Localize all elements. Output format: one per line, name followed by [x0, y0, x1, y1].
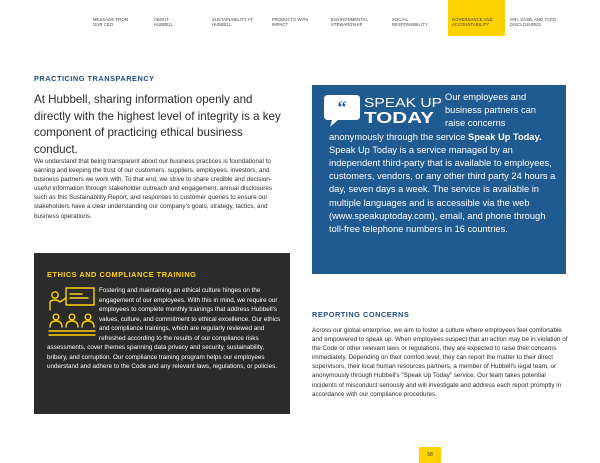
- reporting-heading: REPORTING CONCERNS: [312, 310, 410, 319]
- nav-item-disclosures[interactable]: GRI, SASB, AND TCFD DISCLOSURES: [510, 17, 556, 28]
- ethics-body: Fostering and maintaining an ethical culture hinges on the engagement of our employees. With this in mind, we require our employees to complete monthly trainings that address Hubbell's values, culture, and commitment to ethical excellence. Our ethics and compliance trainings, which are regularly reviewed and refreshed according to the results of our compliance risks assessments, cover themes spanning data privacy and security, sustainability, bribery, and corruption. Our compliance training program helps our employees understand and adhere to the Code and any relevant laws, regulations, or policies.: [47, 287, 281, 370]
- nav-item-sustainability[interactable]: SUSTAINABILITY AT HUBBELL: [212, 17, 253, 28]
- ethics-training-panel: [34, 253, 290, 414]
- speakup-logo-line2: TODAY: [364, 110, 435, 127]
- speakup-panel: [312, 85, 566, 274]
- training-classroom-icon: [47, 286, 97, 338]
- speakup-text-details: Speak Up Today is a service managed by an independent third-party that is available to employees, customers, vendors, or any other third party 24 hours a day, seven days a week. The service is available in multiple languages and is accessible via the web (www.speakuptoday.com), email, and phone through toll-free telephone numbers in 16 countries.: [329, 144, 556, 235]
- reporting-body: Across our global enterprise, we aim to foster a culture where employees feel comfortable and empowered to speak up. When employees suspect that an action may be in violation of the Code or other relevant laws or regulations, they are expected to raise their concerns immediately. Depending on their comfort level, they can report the matter to their direct supervisors, their local human resources partners, a member of Hubbell's legal team, or anonymously through Hubbell's "Speak Up Today" service. Our team takes potential incidents of misconduct seriously and will investigate and address each report promptly in accordance with our compliance procedures.: [312, 327, 568, 398]
- nav-item-ceo-message[interactable]: MESSAGE FROM OUR CEO: [93, 17, 129, 28]
- ethics-heading: ETHICS AND COMPLIANCE TRAINING: [47, 270, 197, 279]
- transparency-heading: PRACTICING TRANSPARENCY: [34, 74, 155, 83]
- nav-item-environmental[interactable]: ENVIRONMENTAL STEWARDSHIP: [331, 17, 368, 28]
- transparency-lead: At Hubbell, sharing information openly and directly with the highest level of integrity is a key component of practicing ethical business conduct.: [34, 93, 281, 156]
- speakup-service-name: Speak Up Today.: [468, 131, 542, 142]
- speech-bubble-icon: [324, 95, 360, 127]
- transparency-body: We understand that being transparent about our business practices is foundational to earning and keeping the trust of our customers, suppliers, employees, investors, and business partners we work with. To that end, we strive to share credible and decision-useful information through stakeholder outreach and engagement, annual disclosures such as this Sustainability Report, and responses to customer queries to ensure our stakeholders have a clear understanding our company's goals, strategy, tactics, and business operations.: [34, 158, 273, 220]
- nav-item-about[interactable]: ABOUT HUBBELL: [154, 17, 174, 28]
- speakup-logo-line1: SPEAK UP: [364, 96, 442, 110]
- nav-item-governance[interactable]: GOVERNANCE AND ACCOUNTABILITY: [448, 0, 505, 36]
- top-navigation: [0, 0, 600, 36]
- nav-item-social[interactable]: SOCIAL RESPONSIBILITY: [392, 17, 428, 28]
- nav-item-products[interactable]: PRODUCTS WITH IMPACT: [272, 17, 309, 28]
- page-number: 58: [419, 447, 441, 463]
- speakup-logo: [322, 92, 446, 130]
- speakup-text-intro: Our employees and business partners can raise concerns anonymously through the service: [329, 92, 536, 142]
- svg-text:“: “: [337, 97, 347, 117]
